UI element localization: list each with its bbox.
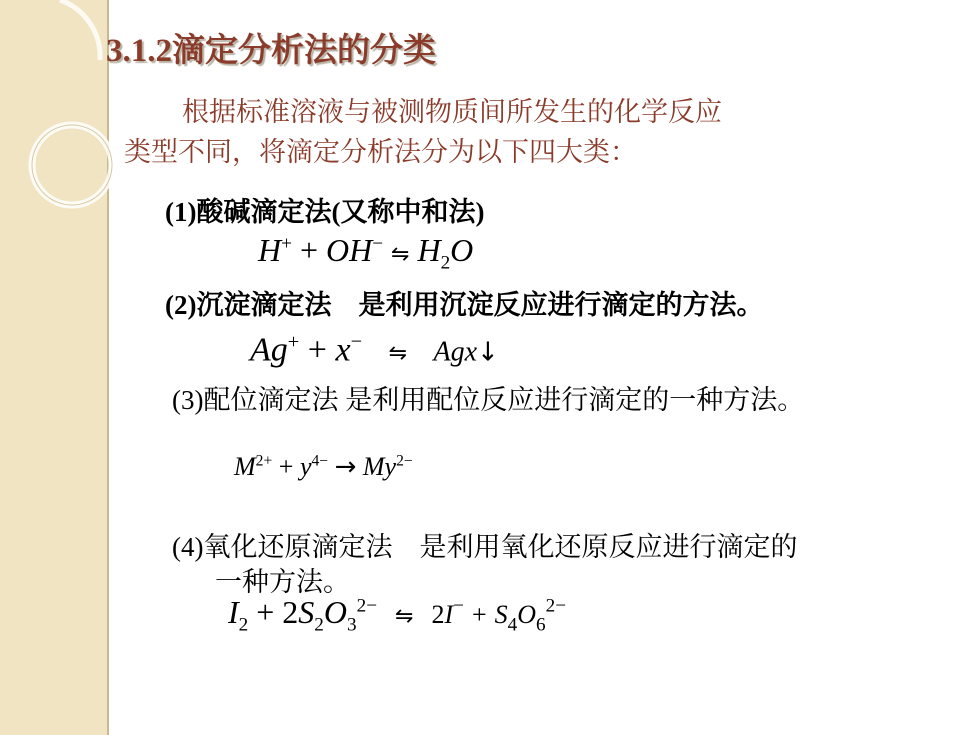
intro-paragraph [124,92,864,172]
slide-title: 3.1.2滴定分析法的分类 [106,33,436,69]
item-precipitation: (2)沉淀滴定法 是利用沉淀反应进行滴定的方法。 [165,290,764,320]
equation-acid-base: H+ + OH− ⇋ $H_2O$ [258,232,474,274]
item-redox-line-1: (4)氧化还原滴定法 是利用氧化还原反应进行滴定的 [172,532,798,562]
equation-complexometric: $M^{2+} + y^{4-} \to My^{2-}$ [234,452,413,482]
intro-line-1: 根据标准溶液与被测物质间所发生的化学反应 [182,97,722,127]
item-complexometric: (3)配位滴定法 是利用配位反应进行滴定的一种方法。 [172,385,805,415]
equation-precipitation: Ag+ + x− ⇋ Agx↓ [250,331,499,369]
equation-redox: $I_2 + 2S_2O_3^{2-}$ ⇋ $2I^- + S_4O_6^{2-}$ [228,594,567,636]
item-acid-base: (1)酸碱滴定法(又称中和法) [165,197,485,227]
intro-line-2: 类型不同，将滴定分析法分为以下四大类： [124,137,637,167]
decorative-sidebar [0,0,109,735]
item-redox-line-2: 一种方法。 [215,567,350,597]
